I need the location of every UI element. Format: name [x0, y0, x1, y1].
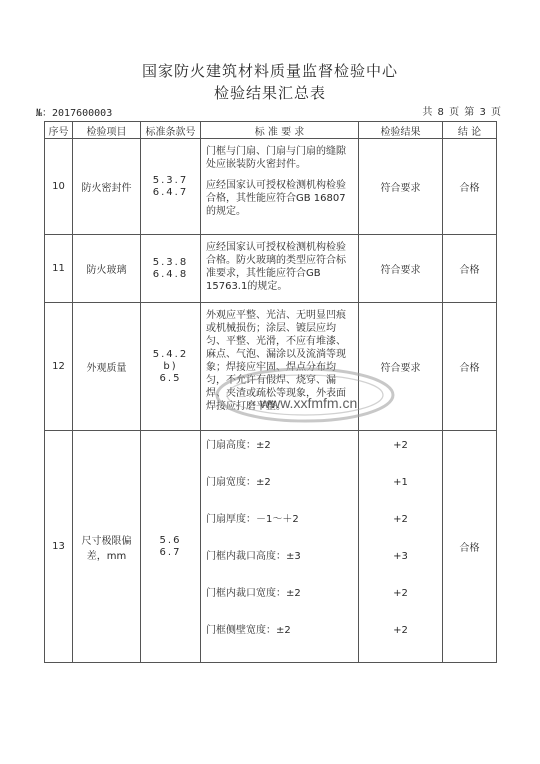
- row-conclusion: 合格: [443, 431, 497, 663]
- row-requirement: 门框与门扇、门扇与门扇的缝隙处应嵌装防火密封件。 应经国家认可授权检测机构检验合格，其性能应符合GB 16807的规定。: [201, 139, 359, 235]
- header-clause: 标准条款号: [141, 122, 201, 139]
- row-item: 尺寸极限偏差，mm: [73, 431, 141, 663]
- dimension-requirement: 门框内裁口宽度：±2: [206, 588, 301, 599]
- dimension-result: +3: [393, 551, 408, 562]
- dimension-result: +2: [393, 514, 408, 525]
- row-dimension-results: [359, 431, 443, 663]
- row-conclusion: 合格: [443, 303, 497, 431]
- results-table: [44, 121, 497, 663]
- dimension-requirement: 门扇厚度：－1～＋2: [206, 514, 299, 525]
- header-conclusion: 结 论: [443, 122, 497, 139]
- center-title: 国家防火建筑材料质量监督检验中心: [141, 62, 398, 80]
- dimension-requirement: 门框内裁口高度：±3: [206, 551, 301, 562]
- row-clause: 5.3.8 6.4.8: [141, 235, 201, 303]
- dimension-requirement: 门扇高度：±2: [206, 440, 271, 451]
- row-clause: 5.4.2 b) 6.5: [141, 303, 201, 431]
- row-item: 防火玻璃: [73, 235, 141, 303]
- header-item: 检验项目: [73, 122, 141, 139]
- row-requirement: 外观应平整、光洁、无明显凹痕或机械损伤；涂层、镀层应均匀、平整、光滑，不应有堆漆、麻点、气泡、漏涂以及流淌等现象；焊接应牢固、焊点分布均匀，不允许有假焊、烧穿、漏焊、夹渣或疏松等现象，外表面焊接应打磨平整。: [201, 303, 359, 431]
- report-number: №：2017600003: [36, 108, 113, 119]
- row-conclusion: 合格: [443, 139, 497, 235]
- header-no: 序号: [45, 122, 73, 139]
- table-row: [45, 431, 497, 663]
- header-result: 检验结果: [359, 122, 443, 139]
- row-requirement: 应经国家认可授权检测机构检验合格。防火玻璃的类型应符合标准要求，其性能应符合GB 15763.1的规定。: [201, 235, 359, 303]
- report-title: 检验结果汇总表: [213, 84, 326, 102]
- header-requirement: 标 准 要 求: [201, 122, 359, 139]
- dimension-result: +2: [393, 588, 408, 599]
- row-dimension-requirements: [201, 431, 359, 663]
- table-row: [45, 303, 497, 431]
- row-result: 符合要求: [359, 303, 443, 431]
- dimension-requirement: 门框侧壁宽度：±2: [206, 625, 291, 636]
- dimension-requirement: 门扇宽度：±2: [206, 477, 271, 488]
- table-header-row: [45, 122, 497, 139]
- dimension-result: +2: [393, 440, 408, 451]
- row-item: 防火密封件: [73, 139, 141, 235]
- watermark: www.xxfmfm.cn: [260, 395, 358, 411]
- table-row: [45, 235, 497, 303]
- row-item: 外观质量: [73, 303, 141, 431]
- dimension-result: +2: [393, 625, 408, 636]
- row-result: 符合要求: [359, 235, 443, 303]
- row-no: 13: [45, 431, 73, 663]
- row-conclusion: 合格: [443, 235, 497, 303]
- row-no: 11: [45, 235, 73, 303]
- dimension-result: +1: [393, 477, 408, 488]
- row-no: 12: [45, 303, 73, 431]
- table-row: [45, 139, 497, 235]
- row-clause: 5.6 6.7: [141, 431, 201, 663]
- row-clause: 5.3.7 6.4.7: [141, 139, 201, 235]
- row-no: 10: [45, 139, 73, 235]
- page-info: 共 8 页 第 3 页: [422, 107, 502, 118]
- row-result: 符合要求: [359, 139, 443, 235]
